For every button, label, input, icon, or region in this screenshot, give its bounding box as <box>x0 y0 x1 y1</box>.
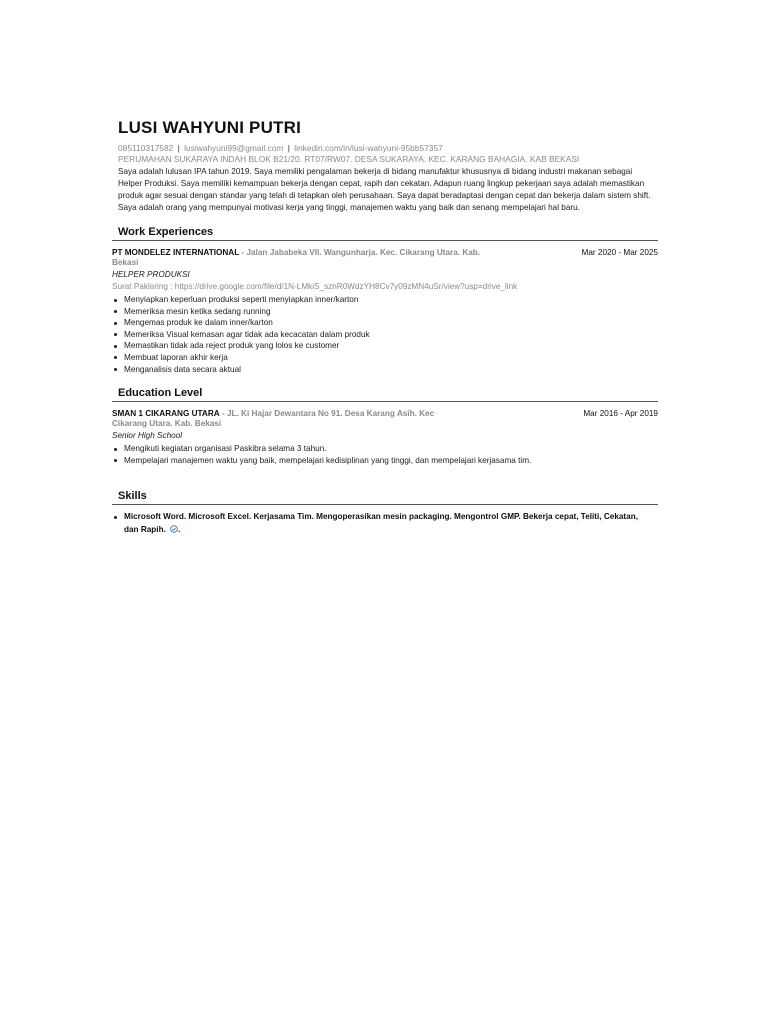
education-dates: Mar 2016 - Apr 2019 <box>583 409 658 419</box>
email-address[interactable]: lusiwahyuni99@gmail.com <box>184 143 284 153</box>
job-role: HELPER PRODUKSI <box>112 270 190 279</box>
work-entry <box>112 248 658 375</box>
school-location: JL. Ki Hajar Dewantara No 91. Desa Karang Asih. Kec Cikarang Utara. Kab. Bekasi <box>112 409 435 429</box>
home-address: PERUMAHAN SUKARAYA INDAH BLOK B21/20. RT07/RW07. DESA SUKARAYA. KEC. KARANG BAHAGIA. KAB BEKASI <box>118 154 580 164</box>
check-circle-icon <box>170 524 181 534</box>
section-title-education: Education Level <box>118 387 203 400</box>
skills-text: Microsoft Word. Microsoft Excel. Kerjasama Tim. Mengoperasikan mesin packaging. Mengontrol GMP. Bekerja cepat, Teliti, Cekatan, dan Rapih. <box>124 512 638 534</box>
list-item: Menganalisis data secara aktual <box>122 364 658 376</box>
linkedin-link[interactable]: linkedin.com/in/lusi-wahyuni-95bb57357 <box>294 143 443 153</box>
phone-number: 085110317582 <box>118 143 174 153</box>
section-divider <box>112 240 658 241</box>
section-title-skills: Skills <box>118 490 147 503</box>
list-item: Memeriksa mesin ketika sedang running <box>122 306 658 318</box>
education-bullets <box>112 443 658 466</box>
skills-bullets <box>112 511 658 536</box>
education-entry-header <box>112 409 658 429</box>
entry-dash: - <box>221 409 225 419</box>
list-item: Memastikan tidak ada reject produk yang lolos ke customer <box>122 340 658 352</box>
work-bullets <box>112 294 658 375</box>
skills-suffix: . <box>178 524 181 534</box>
entry-dash: - <box>241 248 245 257</box>
paklaring-link[interactable]: Surat Paklaring : https://drive.google.com/file/d/1N-LMkiS_sznR0WdzYH8Cv7y09zMN4uSr/view?usp=drive_link <box>112 282 518 291</box>
section-divider <box>112 504 658 505</box>
profile-summary: Saya adalah lulusan IPA tahun 2019. Saya memiliki pengalaman bekerja di bidang manufaktur khususnya di bidang industri makanan sebagai Helper Produksi. Saya memiliki kemampuan bekerja dengan cepat, rapih dan cekatan. Adapun ruang lingkup pekerjaan saya adalah memastikan produk agar sesuai dengan standar yang telah di tetapkan oleh perusahaan. Saya dapat beradaptasi dengan cepat dan bekerja dalam sistem shift. Saya adalah orang yang mempunyai motivasi kerja yang tinggi, manajemen waktu yang baik dan senang mempelajari hal baru. <box>118 167 651 212</box>
separator: | <box>177 143 180 153</box>
list-item: Mengemas produk ke dalam inner/karton <box>122 317 658 329</box>
company-location: Jalan Jababeka VII. Wangunharja. Kec. Cikarang Utara. Kab. Bekasi <box>112 248 481 267</box>
resume-page <box>112 118 658 536</box>
education-entry-org <box>112 409 462 429</box>
list-item: Membuat laporan akhir kerja <box>122 352 658 364</box>
work-entry-header <box>112 248 658 268</box>
section-divider <box>112 401 658 402</box>
education-entry <box>112 409 658 466</box>
separator: | <box>287 143 290 153</box>
list-item: Memeriksa Visual kemasan agar tidak ada kecacatan dalam produk <box>122 329 658 341</box>
school-name: SMAN 1 CIKARANG UTARA <box>112 409 220 419</box>
work-dates: Mar 2020 - Mar 2025 <box>581 248 658 257</box>
list-item <box>122 511 654 536</box>
work-entry-org <box>112 248 492 268</box>
education-level: Senior High School <box>112 431 183 441</box>
section-title-work: Work Experiences <box>118 226 214 238</box>
company-name: PT MONDELEZ INTERNATIONAL <box>112 248 240 257</box>
list-item: Mengikuti kegiatan organisasi Paskibra selama 3 tahun. <box>122 443 658 455</box>
list-item: Mempelajari manajemen waktu yang baik, mempelajari kedisiplinan yang tinggi, dan mempelajari kerjasama tim. <box>122 455 658 467</box>
contact-line <box>118 143 658 154</box>
list-item: Menyiapkan keperluan produksi seperti menyiapkan inner/karton <box>122 294 658 306</box>
candidate-name: LUSI WAHYUNI PUTRI <box>118 118 302 137</box>
